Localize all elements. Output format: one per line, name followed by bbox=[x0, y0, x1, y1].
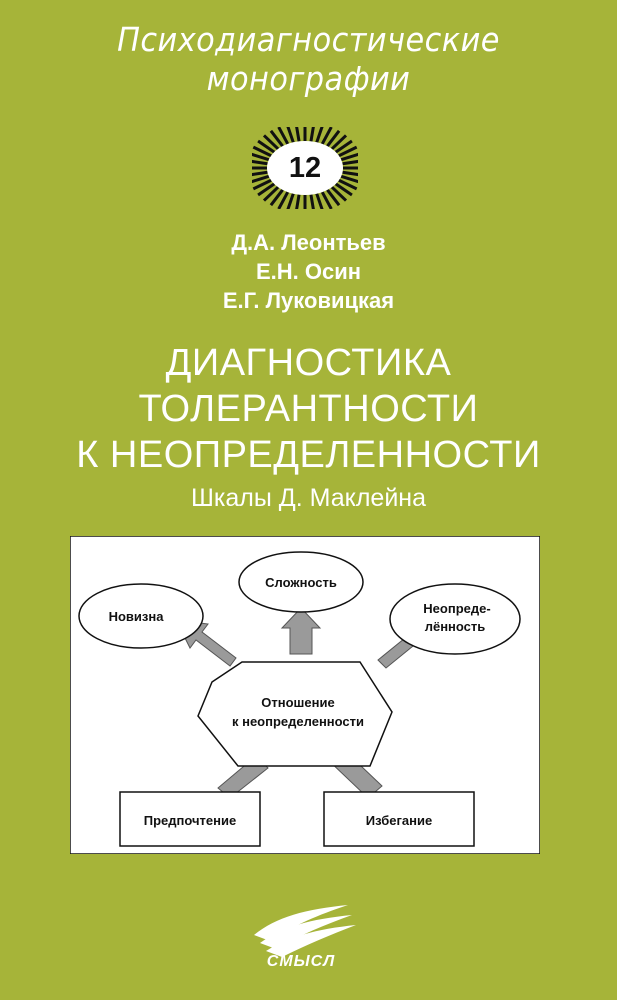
authors bbox=[0, 228, 617, 315]
issue-number: 12 bbox=[288, 151, 322, 184]
label-novelty: Новизна bbox=[108, 609, 164, 624]
author-name: Е.Г. Луковицкая bbox=[222, 288, 395, 313]
label-complexity: Сложность bbox=[265, 575, 337, 590]
label-preference: Предпочтение bbox=[143, 813, 237, 828]
publisher-name: СМЫСЛ bbox=[266, 953, 336, 970]
book-title bbox=[0, 340, 617, 478]
issue-badge bbox=[252, 127, 358, 209]
label-avoidance: Избегание bbox=[365, 813, 433, 828]
title-line: К НЕОПРЕДЕЛЕННОСТИ bbox=[76, 434, 541, 476]
label-uncertainty-2: лённость bbox=[424, 619, 486, 634]
title-line: ТОЛЕРАНТНОСТИ bbox=[138, 388, 479, 430]
label-center-1: Отношение bbox=[261, 695, 335, 710]
label-center-2: к неопределенности bbox=[231, 714, 365, 729]
author-name: Д.А. Леонтьев bbox=[231, 230, 386, 255]
series-title: Психодиагностические монографии bbox=[117, 20, 500, 98]
diagram bbox=[70, 536, 540, 854]
book-subtitle: Шкалы Д. Маклейна bbox=[190, 484, 427, 512]
title-line: ДИАГНОСТИКА bbox=[165, 342, 452, 384]
author-name: Е.Н. Осин bbox=[255, 259, 362, 284]
label-uncertainty-1: Неопреде- bbox=[423, 601, 491, 616]
